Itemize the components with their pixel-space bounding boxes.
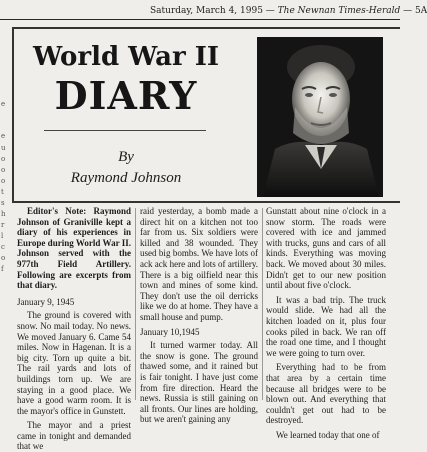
- paragraph: Gunstatt about nine o'clock in a snow storm. The roads were covered with ice and jammed with trucks, guns and cars of all kinds. Everything was moving back. We moved about 30 miles. Didn't get to our new position until about five o'clock.: [266, 206, 386, 291]
- header-dash-2: —: [403, 6, 413, 16]
- strip-char: c: [1, 243, 5, 251]
- paragraph: Everything had to be from that area by a certain time because all bridges were to be blown out. And everything that couldn't get out had to be destroyed.: [266, 362, 386, 426]
- feature-box-left-rule: [12, 27, 14, 203]
- strip-char: t: [1, 188, 4, 196]
- article-column-3: [266, 206, 386, 440]
- author-portrait-photo: [257, 37, 383, 197]
- adjacent-column-fragment: [0, 40, 9, 320]
- feature-title-line1: World War II: [32, 42, 220, 72]
- article-column-1: [17, 206, 131, 452]
- strip-char: e: [1, 100, 6, 108]
- strip-char: h: [1, 210, 6, 218]
- byline-by: By: [118, 149, 134, 165]
- feature-title-line2: DIARY: [54, 73, 198, 118]
- strip-char: o: [1, 166, 6, 174]
- column-divider: [135, 208, 136, 400]
- title-divider: [44, 130, 206, 131]
- strip-char: f: [1, 265, 4, 273]
- strip-char: o: [1, 177, 6, 185]
- strip-char: s: [1, 199, 5, 207]
- header-rule: [0, 19, 400, 20]
- newspaper-name: The Newnan Times-Herald: [277, 6, 401, 16]
- strip-char: o: [1, 155, 6, 163]
- paragraph: The ground is covered with snow. No mail today. No news. We moved January 6. Came 54 miles. Now in Hagenan. It is a big city. Torn up quite a bit. The rail yards and lots of buildings torn up. We are staying in a good place. We have a good warm room. It is the mayor's office in Gunstett.: [17, 310, 131, 416]
- page-header: [150, 6, 427, 16]
- byline-author: Raymond Johnson: [70, 170, 182, 186]
- diary-date: January 9, 1945: [17, 296, 75, 307]
- feature-box-top-rule: [13, 27, 400, 29]
- column-divider: [262, 208, 263, 400]
- paragraph: We learned today that one of: [276, 429, 380, 440]
- paragraph: The mayor and a priest came in tonight and demanded that we: [17, 420, 131, 452]
- paragraph: raid yesterday, a bomb made a direct hit on a kitchen not too far from us. Six soldiers were killed and 38 wounded. They used big bombs. We have lots of ack ack here and lots of artillery. There is a big oilfield near this town and mines of some kind. They don't use the oil derricks like we do at home. They have a small house and pump.: [140, 206, 258, 322]
- strip-char: e: [1, 132, 6, 140]
- article-column-2: [140, 206, 258, 425]
- diary-date: January 10,1945: [140, 326, 200, 337]
- strip-char: l: [1, 232, 4, 240]
- header-date: Saturday, March 4, 1995: [150, 6, 263, 16]
- strip-char: r: [1, 221, 5, 229]
- feature-box-bottom-rule: [13, 201, 400, 203]
- paragraph: It turned warmer today. All the snow is gone. The ground thawed some, and it rained but is fair tonight. I have just come from fire direction. Heard the news. Russia is still gaining on all fronts. Our lines are holding, but we aren't gaining any: [140, 340, 258, 425]
- editors-note: Editor's Note: Raymond Johnson of Graniville kept a diary of his experiences in Europe during World War II. Johnson served with the 977th Field Artillery. Following are excerpts from that diary.: [17, 206, 131, 291]
- strip-char: u: [1, 144, 6, 152]
- header-dash: —: [265, 6, 275, 16]
- page-number: 5A: [415, 6, 427, 16]
- strip-char: o: [1, 254, 6, 262]
- paragraph: It was a bad trip. The truck would slide. We had all the kitchen loaded on it, plus four cooks piled in back. We ran off the road one time, and I thought we were going to turn over.: [266, 294, 386, 358]
